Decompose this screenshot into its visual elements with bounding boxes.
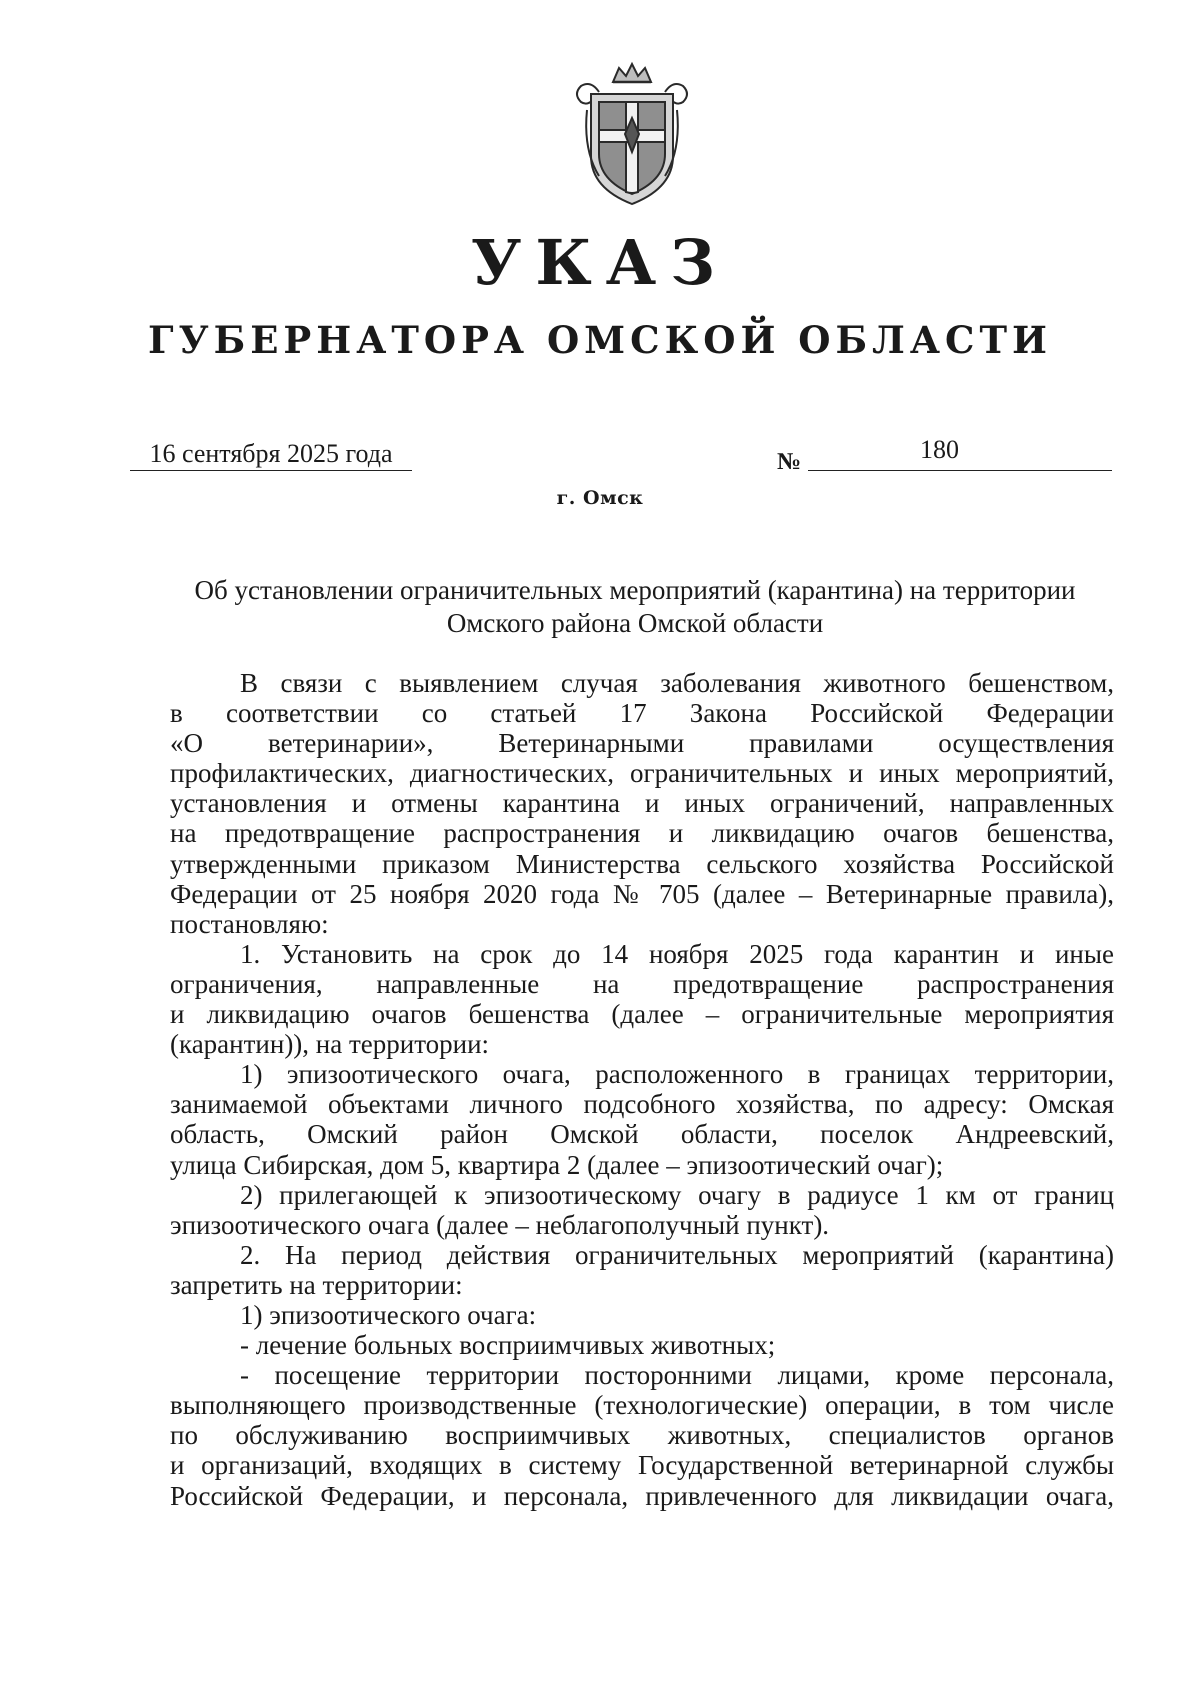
body-line: утвержденными приказом Министерства сельского хозяйства Российской [170,848,1114,879]
body-line: занимаемой объектами личного подсобного хозяйства, по адресу: Омская [170,1089,1114,1120]
body-line: постановляю: [170,908,329,939]
heading-line: Омского района Омской области [446,608,824,638]
body-line: 1) эпизоотического очага, расположенного в границах территории, [240,1059,1114,1090]
body-line: 1) эпизоотического очага: [240,1299,537,1330]
heading-line: Об установлении ограничительных мероприятий (карантина) на территории [194,575,1076,605]
body-line: эпизоотического очага (далее – неблагополучный пункт). [170,1209,830,1240]
body-line: - лечение больных восприимчивых животных; [240,1330,776,1361]
body-line: запретить на территории: [170,1269,463,1300]
body-line: (карантин)), на территории: [170,1029,490,1060]
number-label: № [777,449,802,475]
body-line: 1. Установить на срок до 14 ноября 2025 года карантин и иные [240,938,1114,969]
body-line: - посещение территории посторонними лицами, кроме персонала, [240,1360,1114,1391]
body-line: область, Омский район Омской области, поселок Андреевский, [170,1119,1114,1150]
body-line: 2. На период действия ограничительных мероприятий (карантина) [240,1239,1114,1270]
body-line: В связи с выявлением случая заболевания животного бешенством, [240,668,1114,698]
body-line: Российской Федерации, и персонала, привлеченного для ликвидации очага, [170,1480,1114,1511]
body-line: по обслуживанию восприимчивых животных, специалистов органов [170,1420,1114,1451]
body-line: Федерации от 25 ноября 2020 года № 705 (далее – Ветеринарные правила), [170,878,1114,909]
document-number: 180 [920,435,959,464]
omsk-coat-of-arms-emblem [569,60,695,210]
body-line: и ликвидацию очагов бешенства (далее – ограничительные мероприятия [170,999,1114,1030]
document-subtitle: ГУБЕРНАТОРА ОМСКОЙ ОБЛАСТИ [148,318,1052,362]
document-date: 16 сентября 2025 года [130,438,412,471]
body-line: выполняющего производственные (технологические) операции, в том числе [170,1390,1114,1421]
document-title: УКАЗ [471,226,729,299]
body-line: на предотвращение распространения и ликвидацию очагов бешенства, [170,818,1114,849]
body-line: ограничения, направленные на предотвращение распространения [170,968,1114,999]
body-line: установления и отмены карантина и иных ограничений, направленных [170,788,1114,819]
body-line: в соответствии со статьей 17 Закона Российской Федерации [170,698,1114,729]
document-heading [170,574,1100,640]
body-line: 2) прилегающей к эпизоотическому очагу в радиусе 1 км от границ [240,1179,1114,1210]
body-line: улица Сибирская, дом 5, квартира 2 (далее – эпизоотический очаг); [170,1149,944,1180]
city-label: г. Омск [556,487,644,509]
body-line: и организаций, входящих в систему Государственной ветеринарной службы [170,1450,1114,1481]
document-body [170,668,1114,1511]
body-line: «О ветеринарии», Ветеринарными правилами осуществления [170,728,1114,759]
body-line: профилактических, диагностических, ограничительных и иных мероприятий, [170,758,1114,789]
document-number-field [808,435,1112,471]
